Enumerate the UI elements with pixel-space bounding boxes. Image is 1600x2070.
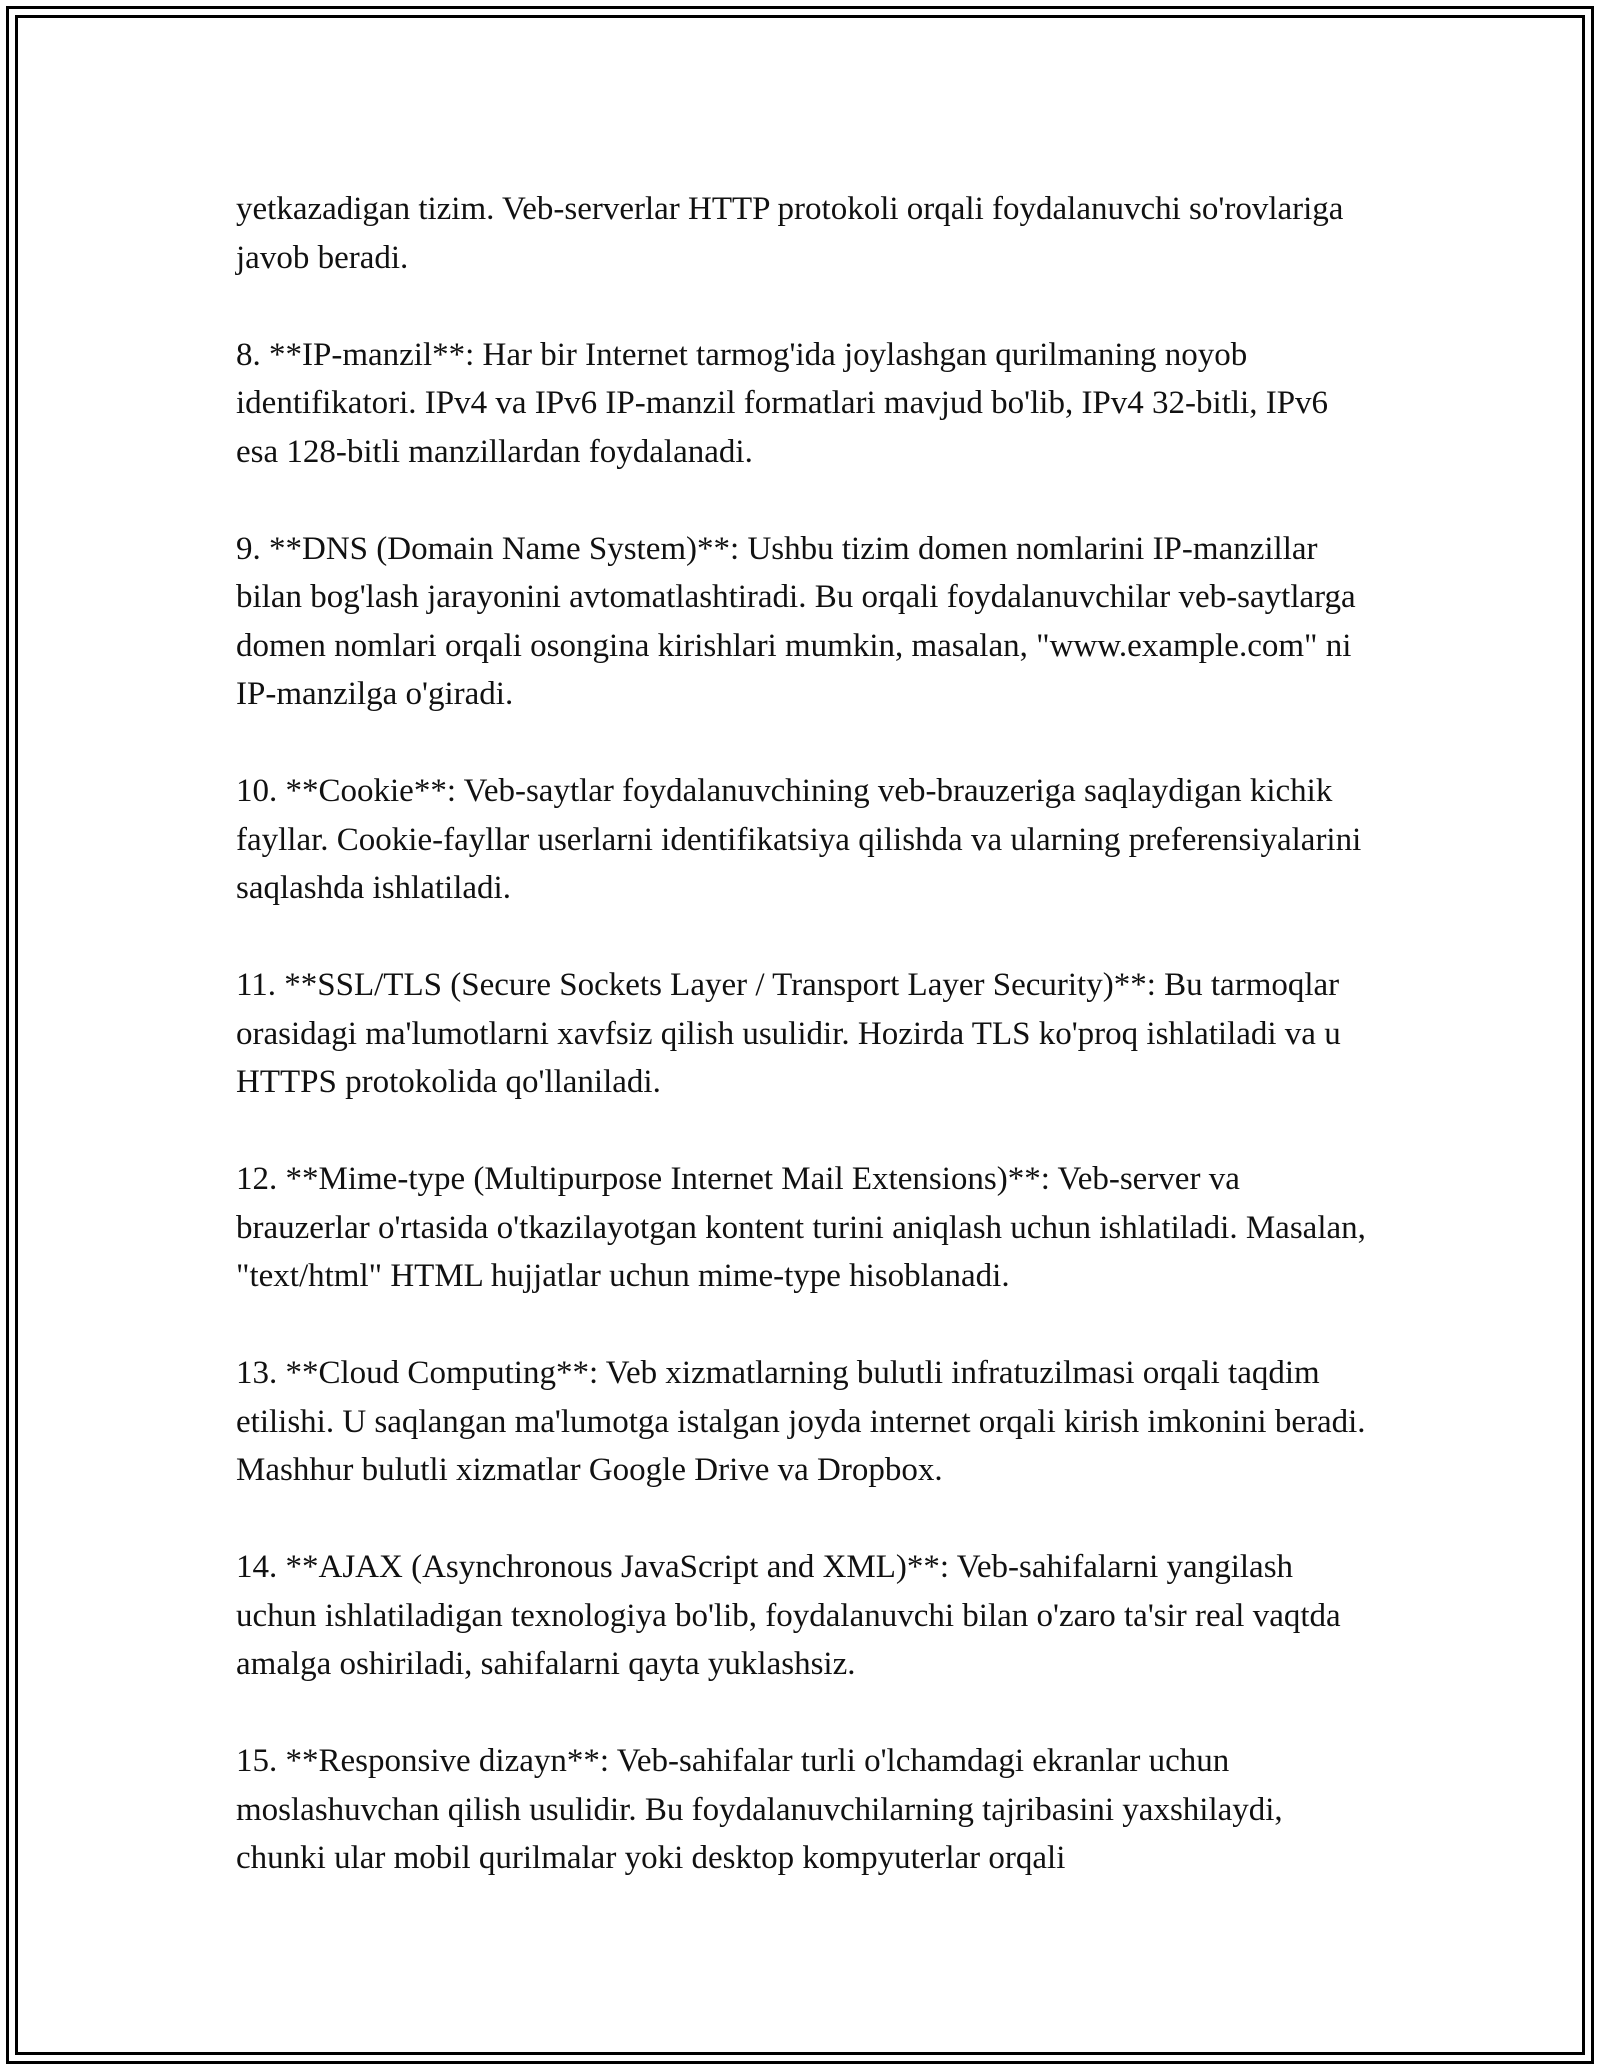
paragraph-ssl-tls: 11. **SSL/TLS (Secure Sockets Layer / Transport Layer Security)**: Bu tarmoqlar orasidagi ma'lumotlarni xavfsiz qilish usulidir. Hozirda TLS ko'proq ishlatiladi va u HTTPS protokolida qo'llaniladi. [236, 967, 1341, 1100]
paragraph-dns: 9. **DNS (Domain Name System)**: Ushbu tizim domen nomlarini IP-manzillar bilan bog'lash jarayonini avtomatlashtiradi. Bu orqali foydalanuvchilar veb-saytlarga domen nomlari orqali osongina kirishlari mumkin, masalan, "www.example.com" ni IP-manzilga o'giradi. [236, 530, 1356, 712]
paragraph-cookie: 10. **Cookie**: Veb-saytlar foydalanuvchining veb-brauzeriga saqlaydigan kichik fayllar. Cookie-fayllar userlarni identifikatsiya qilishda va ularning preferensiyalarini saqlashda ishlatiladi. [236, 773, 1362, 906]
paragraph-ip-address: 8. **IP-manzil**: Har bir Internet tarmog'ida joylashgan qurilmaning noyob identifikatori. IPv4 va IPv6 IP-manzil formatlari mavjud bo'lib, IPv4 32-bitli, IPv6 esa 128-bitli manzillardan foydalanadi. [236, 336, 1329, 470]
paragraph-responsive-design: 15. **Responsive dizayn**: Veb-sahifalar turli o'lchamdagi ekranlar uchun moslashuvchan qilish usulidir. Bu foydalanuvchilarning tajribasini yaxshilaydi, chunki ular mobil qurilmalar yoki desktop kompyuterlar orqali [236, 1743, 1283, 1876]
document-body [236, 185, 1376, 1883]
paragraph-web-server-continued: yetkazadigan tizim. Veb-serverlar HTTP protokoli orqali foydalanuvchi so'rovlariga javob beradi. [236, 191, 1344, 276]
paragraph-ajax: 14. **AJAX (Asynchronous JavaScript and XML)**: Veb-sahifalarni yangilash uchun ishlatiladigan texnologiya bo'lib, foydalanuvchi bilan o'zaro ta'sir real vaqtda amalga oshiriladi, sahifalarni qayta yuklashsiz. [236, 1549, 1341, 1682]
paragraph-mime-type: 12. **Mime-type (Multipurpose Internet Mail Extensions)**: Veb-server va brauzerlar o'rtasida o'tkazilayotgan kontent turini aniqlash uchun ishlatiladi. Masalan, "text/html" HTML hujjatlar uchun mime-type hisoblanadi. [236, 1161, 1366, 1294]
paragraph-cloud-computing: 13. **Cloud Computing**: Veb xizmatlarning bulutli infratuzilmasi orqali taqdim etilishi. U saqlangan ma'lumotga istalgan joyda internet orqali kirish imkonini beradi. Mashhur bulutli xizmatlar Google Drive va Dropbox. [236, 1355, 1366, 1488]
